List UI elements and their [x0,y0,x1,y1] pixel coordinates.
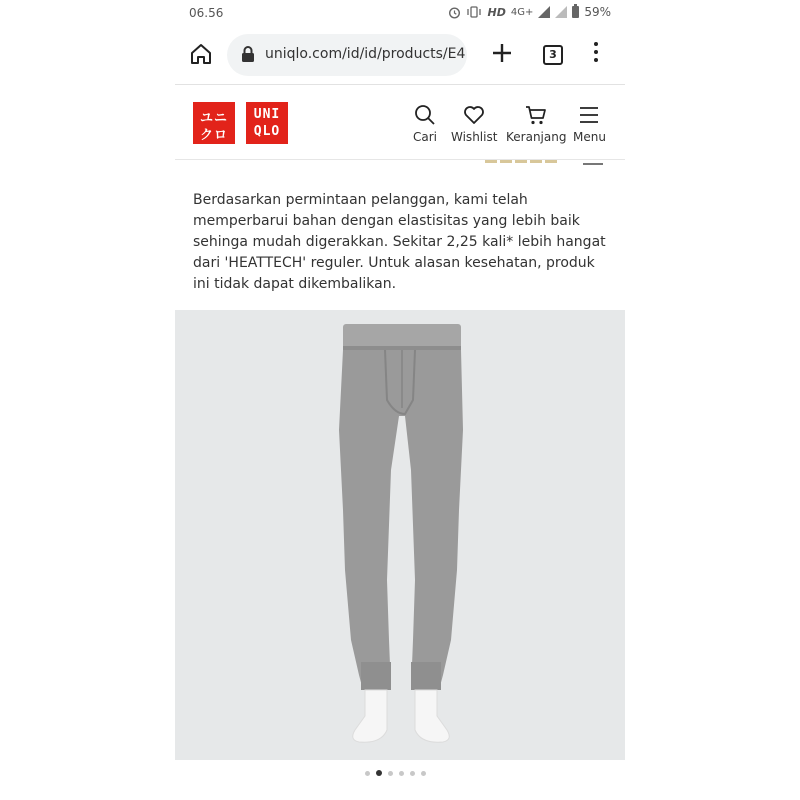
nav-search[interactable] [413,103,437,144]
review-count[interactable] [583,159,603,165]
star-icon [545,160,557,163]
nav-cart[interactable] [506,103,566,144]
carousel-dot[interactable] [399,771,404,776]
logo-line2: QLO [253,124,281,139]
new-tab-icon[interactable] [489,40,515,66]
star-icon [530,160,542,163]
carousel-dot[interactable] [421,771,426,776]
battery-percent: 59% [584,5,611,19]
more-options-icon[interactable] [593,42,599,64]
browser-toolbar [175,26,625,85]
product-image[interactable] [175,310,625,760]
product-description: Berdasarkan permintaan pelanggan, kami telah memperbarui bahan dengan elastisitas yang lebih baik sehinga mudah digerakkan. Sekitar 2,25 kali* lebih hangat dari 'HEATTECH' reguler. Untuk alasan kesehatan, produk ini tidak dapat dikembalikan. [193,192,606,292]
carousel-dot-active[interactable] [376,770,382,776]
carousel-dot[interactable] [410,771,415,776]
url-text: uniqlo.com/id/id/products/E4 [265,46,466,62]
nav-search-label: Cari [413,130,437,144]
hd-label: HD [487,5,506,19]
battery-icon [572,6,579,18]
image-carousel-indicator [365,770,426,776]
rating-stars [485,160,557,164]
signal-icon [538,6,550,18]
heart-icon [462,103,486,127]
carousel-dot[interactable] [388,771,393,776]
long-underwear-illustration [175,310,625,760]
network-label: 4G+ [510,6,534,18]
logo-katakana-line2: クロ [199,128,228,143]
hamburger-menu-icon [577,103,601,127]
carousel-dot[interactable] [365,771,370,776]
nav-menu[interactable] [573,103,606,144]
alarm-icon [448,6,461,19]
home-icon[interactable] [189,42,213,66]
tab-switcher-button[interactable]: 3 [543,45,563,65]
nav-wishlist[interactable] [451,103,497,144]
site-header [175,85,625,160]
signal-empty-icon [555,6,567,18]
vibrate-icon [466,6,482,18]
star-icon [500,160,512,163]
uniqlo-logo[interactable] [246,102,288,144]
status-time: 06.56 [189,6,224,20]
logo-katakana-line1: ユニ [199,111,228,126]
status-icons [448,5,611,19]
star-icon [485,160,497,163]
lock-icon [241,46,255,62]
logo-line1: UNI [253,107,281,122]
star-icon [515,160,527,163]
search-icon [413,103,437,127]
cart-icon [524,103,548,127]
nav-cart-label: Keranjang [506,130,567,144]
nav-menu-label: Menu [573,130,606,144]
uniqlo-logo-katakana[interactable] [193,102,235,144]
phone-screen [175,0,625,800]
nav-wishlist-label: Wishlist [451,130,498,144]
address-bar[interactable] [227,34,467,76]
status-bar [175,0,625,26]
